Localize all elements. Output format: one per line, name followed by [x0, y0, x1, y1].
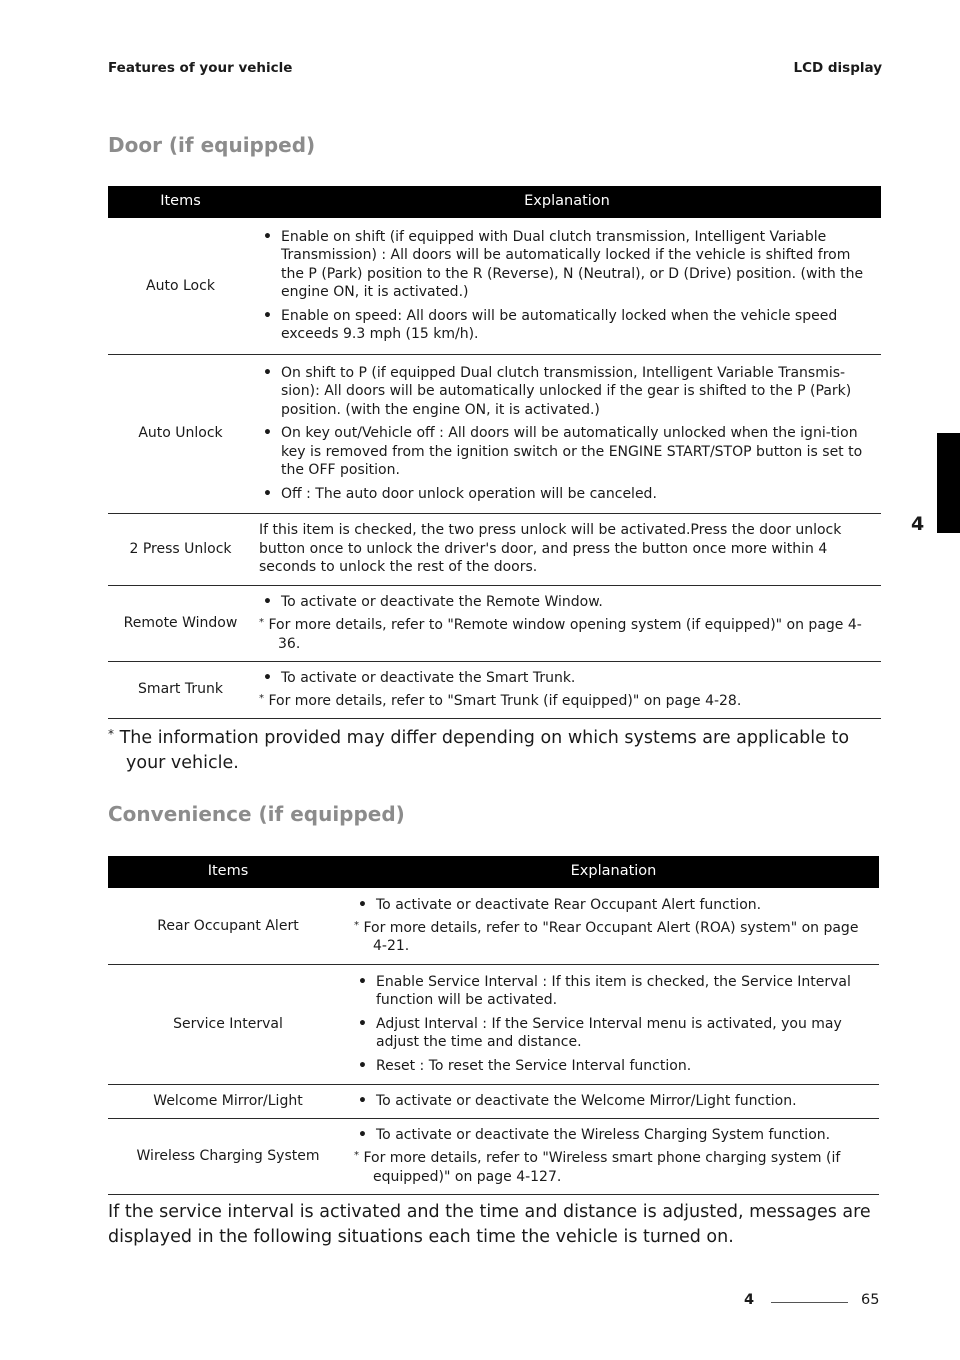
row-explanation — [253, 661, 881, 718]
bullet-item: • Enable on shift (if equipped with Dual clutch transmission, Intelligent Variable Transmission) : All doors will be automatically locked if the vehicle is shifted from the P (Park) position to the R (Reverse), N (Neutral), or D (Drive) position. (with the engine ON, it is activated.) — [259, 228, 873, 302]
row-explanation — [253, 354, 881, 513]
door-section-title: Door (if equipped) — [108, 133, 316, 157]
reference-note-text: For more details, refer to "Remote window opening system (if equipped)" on page 4-36. — [268, 617, 862, 652]
door-table-header — [108, 186, 881, 218]
explanation-column-header: Explanation — [253, 186, 881, 218]
table-row — [108, 354, 881, 513]
footer-chapter-number: 4 — [744, 1292, 755, 1308]
row-item-service-interval: Service Interval — [108, 964, 348, 1084]
row-item-remote-window: Remote Window — [108, 585, 253, 661]
chapter-tab-marker — [937, 433, 960, 533]
door-footnote: * The information provided may differ depending on which systems are applicable to your vehicle. — [108, 727, 850, 773]
bullet-item: • Off : The auto door unlock operation will be canceled. — [259, 485, 873, 503]
bullet-item: • On key out/Vehicle off : All doors will be automatically unlocked when the igni-tion key is removed from the ignition switch or the ENGINE START/STOP button is set to the OFF position. — [259, 424, 873, 479]
items-column-header: Items — [108, 186, 253, 218]
bullet-item: • Enable Service Interval : If this item is checked, the Service Interval function will be activated. — [354, 973, 871, 1010]
items-column-header: Items — [108, 856, 348, 888]
row-explanation — [348, 1084, 879, 1118]
chapter-tab-number: 4 — [911, 513, 925, 535]
row-explanation: If this item is checked, the two press unlock will be activated.Press the door unlock button once to unlock the driver's door, and press the button once more within 4 seconds to unlock the rest of the doors. — [253, 513, 881, 585]
bullet-item: • Reset : To reset the Service Interval function. — [354, 1057, 871, 1075]
row-item-smart-trunk: Smart Trunk — [108, 661, 253, 718]
bullet-item: • Adjust Interval : If the Service Interval menu is activated, you may adjust the time and distance. — [354, 1015, 871, 1052]
bullet-item: • To activate or deactivate the Remote Window. — [259, 593, 873, 611]
footer-divider — [771, 1302, 848, 1303]
table-row — [108, 585, 881, 661]
bullet-item: • To activate or deactivate Rear Occupant Alert function. — [354, 896, 871, 914]
reference-note: * For more details, refer to "Wireless smart phone charging system (if equipped)" on page 4-127. — [354, 1150, 841, 1185]
table-row — [108, 1084, 879, 1118]
table-row — [108, 964, 879, 1084]
reference-note: * For more details, refer to "Smart Trunk (if equipped)" on page 4-28. — [259, 693, 742, 709]
row-item-auto-unlock: Auto Unlock — [108, 354, 253, 513]
row-item-welcome-mirror-light: Welcome Mirror/Light — [108, 1084, 348, 1118]
bullet-item: • To activate or deactivate the Welcome Mirror/Light function. — [354, 1092, 871, 1110]
footer-page-number: 65 — [861, 1292, 880, 1308]
row-explanation — [253, 585, 881, 661]
door-footnote-text: The information provided may differ depending on which systems are applicable to your vehicle. — [119, 728, 850, 773]
running-header-topic: LCD display — [793, 60, 882, 76]
table-row — [108, 661, 881, 718]
convenience-table — [108, 856, 879, 1195]
row-item-auto-lock: Auto Lock — [108, 218, 253, 354]
row-explanation — [348, 964, 879, 1084]
row-item-rear-occupant-alert: Rear Occupant Alert — [108, 888, 348, 964]
reference-note: * For more details, refer to "Rear Occupant Alert (ROA) system" on page 4-21. — [354, 920, 859, 955]
convenience-table-header — [108, 856, 879, 888]
bullet-item: • To activate or deactivate the Smart Trunk. — [259, 669, 873, 687]
row-item-2-press-unlock: 2 Press Unlock — [108, 513, 253, 585]
row-item-wireless-charging-system: Wireless Charging System — [108, 1118, 348, 1194]
closing-paragraph: If the service interval is activated and the time and distance is adjusted, messages are displayed in the following situations each time the vehicle is turned on. — [108, 1202, 871, 1247]
bullet-item: • Enable on speed: All doors will be automatically locked when the vehicle speed exceeds 9.3 mph (15 km/h). — [259, 307, 873, 344]
table-row — [108, 888, 879, 964]
row-explanation — [348, 1118, 879, 1194]
reference-note-text: For more details, refer to "Wireless smart phone charging system (if equipped)" on page 4-127. — [363, 1150, 841, 1185]
table-row — [108, 1118, 879, 1194]
table-row — [108, 218, 881, 354]
convenience-section-title: Convenience (if equipped) — [108, 802, 405, 826]
running-header-section: Features of your vehicle — [108, 60, 293, 76]
row-explanation — [348, 888, 879, 964]
door-table — [108, 186, 881, 719]
bullet-item: • To activate or deactivate the Wireless Charging System function. — [354, 1126, 871, 1144]
table-row — [108, 513, 881, 585]
reference-note-text: For more details, refer to "Smart Trunk (if equipped)" on page 4-28. — [268, 693, 742, 709]
reference-note: * For more details, refer to "Remote window opening system (if equipped)" on page 4-36. — [259, 617, 862, 652]
bullet-item: • On shift to P (if equipped Dual clutch transmission, Intelligent Variable Transmis-sion): All doors will be automatically unlocked if the gear is shifted to the P (Park) position. (with the engine ON, it is activated.) — [259, 364, 873, 419]
row-explanation — [253, 218, 881, 354]
reference-note-text: For more details, refer to "Rear Occupant Alert (ROA) system" on page 4-21. — [363, 920, 859, 955]
explanation-column-header: Explanation — [348, 856, 879, 888]
